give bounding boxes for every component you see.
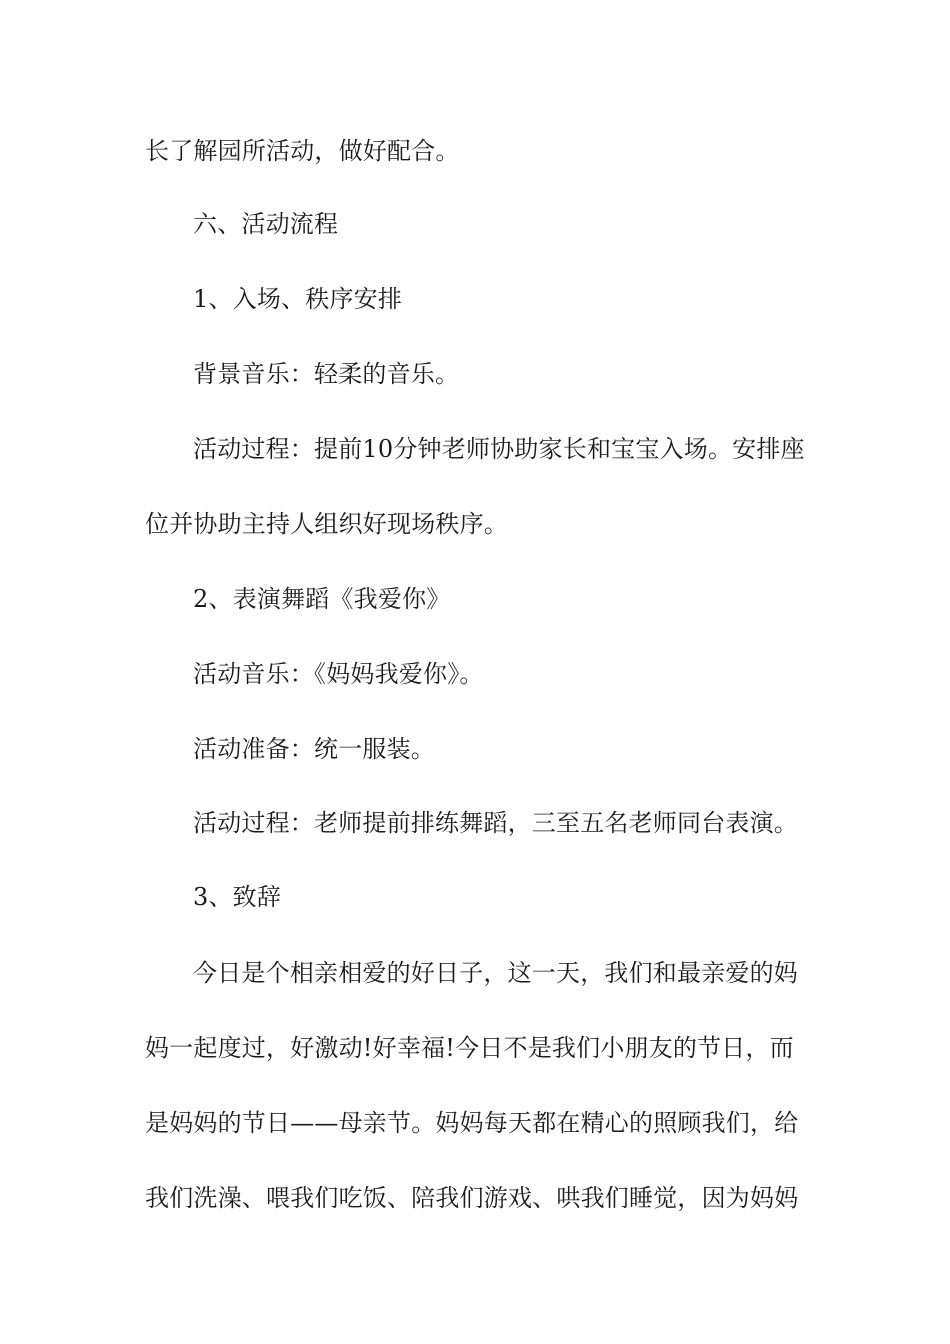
- paragraph-line: 是妈妈的节日——母亲节。妈妈每天都在精心的照顾我们，给: [145, 1109, 799, 1137]
- subsection-heading: 1、入场、秩序安排: [193, 285, 403, 313]
- paragraph-line: 活动过程：提前10分钟老师协助家长和宝宝入场。安排座: [193, 435, 805, 463]
- paragraph-line: 位并协助主持人组织好现场秩序。: [145, 510, 508, 538]
- paragraph-line: 背景音乐：轻柔的音乐。: [193, 360, 460, 388]
- section-heading: 六、活动流程: [193, 210, 339, 238]
- subsection-heading: 2、表演舞蹈《我爱你》: [193, 585, 451, 613]
- paragraph-line: 我们洗澡、喂我们吃饭、陪我们游戏、哄我们睡觉，因为妈妈: [145, 1184, 799, 1212]
- subsection-heading: 3、致辞: [193, 883, 282, 911]
- paragraph-line: 活动准备：统一服装。: [193, 735, 435, 763]
- paragraph-line: 活动音乐：《妈妈我爱你》。: [193, 660, 484, 688]
- paragraph-line: 今日是个相亲相爱的好日子，这一天，我们和最亲爱的妈: [193, 959, 798, 987]
- paragraph-line: 活动过程：老师提前排练舞蹈，三至五名老师同台表演。: [193, 809, 798, 837]
- paragraph-line: 长了解园所活动，做好配合。: [145, 137, 460, 165]
- paragraph-line: 妈一起度过，好激动!好幸福!今日不是我们小朋友的节日，而: [145, 1034, 794, 1062]
